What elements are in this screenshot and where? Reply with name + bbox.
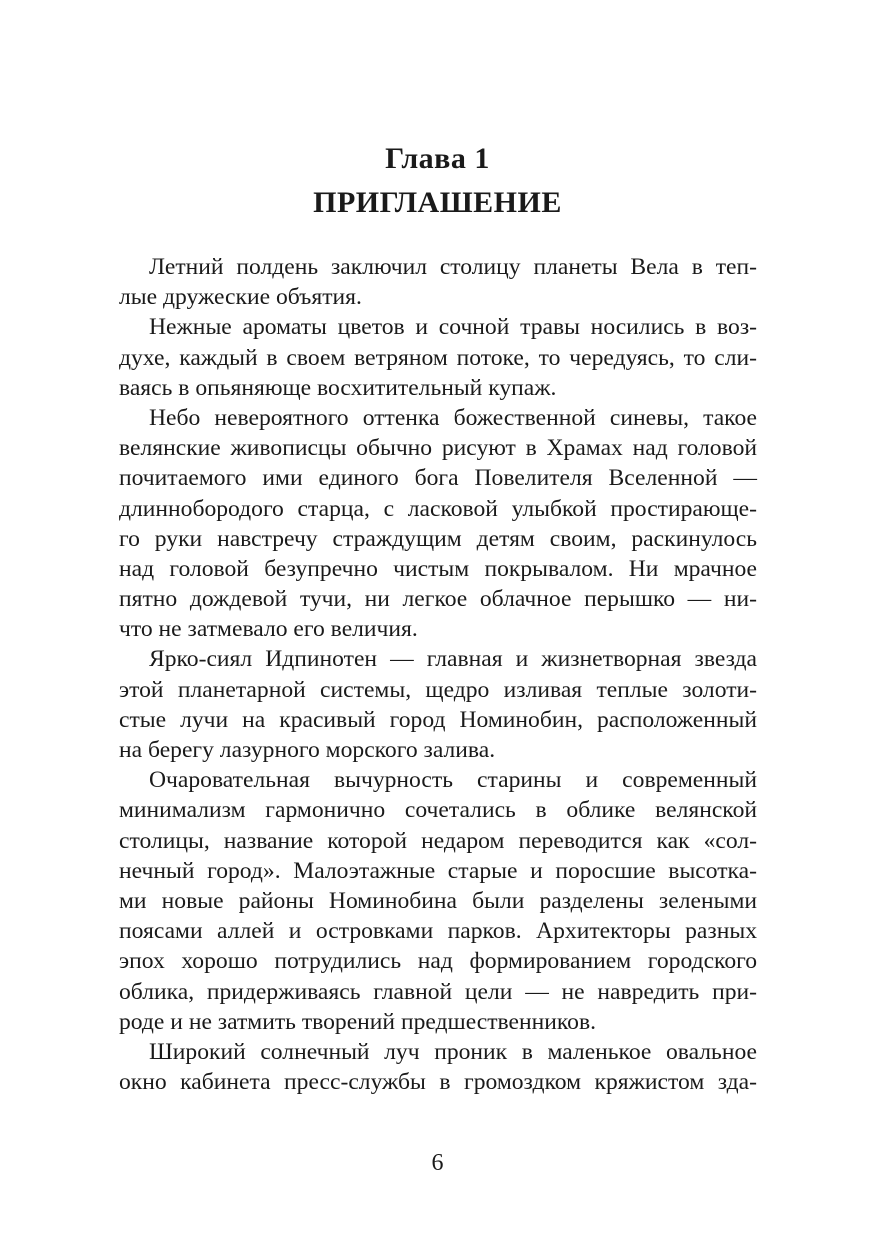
text-line: Небо невероятного оттенка божественной синевы, такое: [149, 404, 757, 431]
text-line: этой планетарной системы, щедро изливая теплые золоти-: [119, 676, 757, 703]
text-line: Широкий солнечный луч проник в маленькое овальное: [149, 1038, 757, 1065]
text-line: пятно дождевой тучи, ни легкое облачное перышко — ни-: [119, 586, 757, 613]
page-number: 6: [431, 1150, 444, 1176]
chapter-title: ПРИГЛАШЕНИЕ: [313, 186, 562, 219]
text-line: эпох хорошо потрудились над формированием городского: [119, 948, 757, 975]
text-line: нечный город». Малоэтажные старые и поросшие высотка-: [119, 857, 757, 884]
text-line: ми новые районы Номинобина были разделены зелеными: [119, 887, 757, 914]
text-line: почитаемого ими единого бога Повелителя Вселенной —: [119, 465, 757, 492]
text-line: го руки навстречу страждущим детям своим, раскинулось: [119, 525, 757, 552]
text-line: стые лучи на красивый город Номинобин, расположенный: [119, 706, 757, 733]
text-line: Летний полдень заключил столицу планеты Вела в теп-: [149, 254, 757, 280]
text-line: столицы, название которой недаром переводится как «сол-: [119, 827, 757, 854]
text-line: духе, каждый в своем ветряном потоке, то чередуясь, то сли-: [119, 344, 757, 371]
text-line: над головой безупречно чистым покрывалом. Ни мрачное: [119, 555, 757, 582]
text-line: лые дружеские объятия.: [119, 284, 362, 311]
text-line: длиннобородого старца, с ласковой улыбкой простирающе-: [119, 495, 757, 522]
text-line: что не затмевало его величия.: [119, 616, 418, 643]
chapter-number: Глава 1: [385, 142, 490, 175]
text-line: поясами аллей и островками парков. Архитекторы разных: [119, 918, 757, 945]
text-line: окно кабинета пресс-службы в громоздком кряжистом зда-: [119, 1069, 757, 1096]
text-line: роде и не затмить творений предшественников.: [119, 1008, 597, 1035]
text-line: велянские живописцы обычно рисуют в Храмах над головой: [119, 435, 757, 462]
text-line: на берегу лазурного морского залива.: [119, 737, 496, 763]
text-line: облика, придерживаясь главной цели — не навредить при-: [119, 978, 757, 1005]
text-line: минимализм гармонично сочетались в облике велянской: [119, 797, 757, 824]
text-line: Нежные ароматы цветов и сочной травы носились в воз-: [149, 314, 757, 341]
text-line: ваясь в опьяняюще восхитительный купаж.: [119, 374, 557, 401]
chapter-text: [119, 252, 757, 1097]
text-line: Ярко-сиял Идпинотен — главная и жизнетворная звезда: [149, 646, 757, 673]
text-line: Очаровательная вычурность старины и современный: [149, 767, 757, 794]
